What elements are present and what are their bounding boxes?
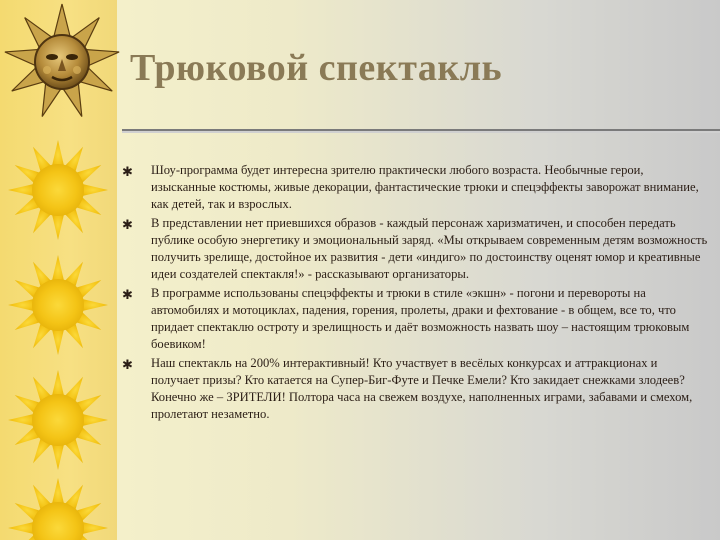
asterisk-bullet-icon: ✱	[122, 164, 133, 179]
bullet-item	[122, 162, 708, 213]
bullet-text: В программе использованы спецэффекты и трюки в стиле «экшн» - погони и перевороты на автомобилях и мотоциклах, падения, горения, пролеты, драки и фехтование - в общем, все то, что придает спектаклю остроту и зрелищность и даёт возможность назвать шоу – настоящим трюковым боевиком!	[151, 286, 690, 351]
slide-title: Трюковой спектакль	[130, 47, 503, 89]
sun-icon	[8, 478, 108, 540]
bullet-text: Шоу-программа будет интересна зрителю практически любого возраста. Необычные герои, изысканные костюмы, живые декорации, фантастические трюки и спецэффекты заворожат внимание, как детей, так и взрослых.	[151, 163, 699, 211]
sun-icon	[8, 370, 108, 470]
bullet-text: Наш спектакль на 200% интерактивный! Кто участвует в весёлых конкурсах и аттракционах и получает призы? Кто катается на Супер-Биг-Футе и Печке Емели? Кто закидает снежками злодеев? Конечно же – ЗРИТЕЛИ! Полтора часа на свежем воздухе, наполненных играми, забавами и смехом, пролетают незаметно.	[151, 356, 693, 421]
bullet-item	[122, 285, 708, 353]
bullet-text: В представлении нет приевшихся образов - каждый персонаж харизматичен, и способен передать публике особую энергетику и эмоциональный заряд. «Мы открываем современным детям возможность получить зрелище, достойное их развития - дети «индиго» по достоинству оценят юмор и креативные идеи создателей спектакля!» - рассказывают организаторы.	[151, 216, 708, 281]
asterisk-bullet-icon: ✱	[122, 287, 133, 302]
sun-icon	[8, 140, 108, 240]
asterisk-bullet-icon: ✱	[122, 217, 133, 232]
sun-icon	[8, 255, 108, 355]
bullet-item	[122, 355, 708, 423]
asterisk-bullet-icon: ✱	[122, 357, 133, 372]
sun-decorations	[0, 0, 130, 540]
bullet-item	[122, 215, 708, 283]
sun-face-icon	[3, 4, 120, 120]
bullet-list	[122, 162, 708, 425]
title-divider	[122, 128, 720, 134]
